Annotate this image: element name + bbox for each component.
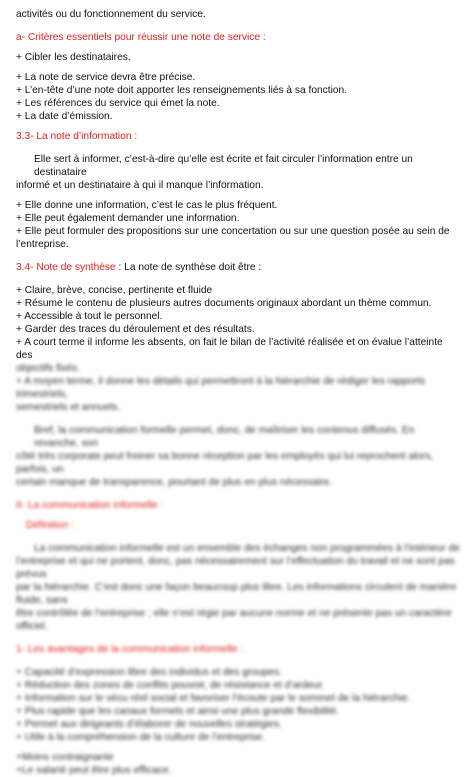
document-page [16, 8, 460, 777]
blurred-paragraph-line: par la hiérarchie. C’est donc une façon beaucoup plus libre. Les informations circulent de manière fluide, sans [16, 582, 457, 606]
synthesis-heading-text: : La note de synthèse doit être : [115, 262, 262, 273]
criteria-item: + Cibler les destinataires. [16, 52, 131, 63]
info-note-body-line: informé et un destinataire à qui il manque l’information. [16, 180, 264, 191]
blurred-section-heading: II- La communication informelle : [16, 500, 164, 511]
blurred-tail-item: +Le salarié peut être plus efficace. [16, 765, 172, 776]
blurred-advantage-item: + Réduction des zones de conflits pouvoir, de résistance et d’ardeur. [16, 680, 325, 691]
synthesis-item: + Garder des traces du déroulement et des résultats. [16, 324, 255, 335]
synthesis-item: + Accessible à tout le personnel. [16, 311, 163, 322]
info-note-item: l’entreprise. [16, 239, 69, 250]
blurred-advantage-item: + Information sur le vécu réel social et favoriser l’écoute par le sommet de la hiérarchie. [16, 693, 411, 704]
blurred-tail-item: +Moins contraignante [16, 752, 114, 763]
info-note-item: + Elle donne une information, c’est le cas le plus fréquent. [16, 200, 278, 211]
synthesis-item: + Résume le contenu de plusieurs autres documents originaux abordant un thème commun. [16, 298, 432, 309]
blurred-preview [16, 362, 460, 777]
blurred-advantages-heading: 1- Les avantages de la communication informelle : [16, 644, 244, 655]
criteria-item: + L’en-tête d’une note doit apporter les renseignements liés à sa fonction. [16, 85, 348, 96]
info-note-item: + Elle peut formuler des propositions sur une concertation ou sur une question posée au sein de [16, 226, 450, 237]
info-note-item: + Elle peut également demander une information. [16, 213, 240, 224]
blurred-definition-label: Définition : [26, 520, 75, 531]
synthesis-item: + Claire, brève, concise, pertinente et fluide [16, 285, 213, 296]
synthesis-item: + A court terme il informe les absents, on fait le bilan de l’activité réalisée et on évalue l’atteinte des [16, 337, 443, 361]
blurred-paragraph-line: Bref, la communication formelle permet, donc, de maîtriser les contenus diffusés. En revanche, son [34, 425, 415, 449]
blurred-advantage-item: + Plus rapide que les canaux formels et ainsi une plus grande flexibilité. [16, 706, 340, 717]
blurred-advantage-item: + Capacité d’expression libre des individus et des groupes. [16, 667, 282, 678]
info-note-body-line: Elle sert à informer, c’est-à-dire qu’elle est écrite et fait circuler l’information entre un destinataire [34, 154, 413, 178]
intro-tail: activités ou du fonctionnement du service. [16, 9, 206, 20]
info-note-heading: 3.3- La note d’information : [16, 131, 138, 142]
criteria-heading: a- Critères essentiels pour réussir une note de service : [16, 32, 266, 43]
synthesis-heading [16, 261, 460, 274]
criteria-item: + Les références du service qui émet la note. [16, 98, 220, 109]
blurred-advantage-item: + Permet aux dirigeants d’élaborer de nouvelles stratégies. [16, 719, 282, 730]
blurred-line: semestriels et annuels. [16, 402, 121, 413]
criteria-item: + La note de service devra être précise. [16, 72, 196, 83]
blurred-paragraph-line: être contrôlée de l’entreprise ; elle n’est régie par aucune norme et ne présente pas un caractère officiel. [16, 608, 452, 632]
blurred-paragraph-line: certain manque de transparence, pourtant de plus en plus nécessaire. [16, 477, 333, 488]
blurred-advantage-item: + Utile à la compréhension de la culture de l’entreprise. [16, 732, 265, 743]
synthesis-heading-label: 3.4- Note de synthèse [16, 262, 116, 273]
criteria-item: + La date d’émission. [16, 111, 113, 122]
blurred-line: + A moyen terme, il donne les détails qui permettront à la hiérarchie de rédiger les rapports trimestriels, [16, 376, 426, 400]
blurred-paragraph-line: côté très corporate peut freiner sa bonne réception par les employés qui lui reprochent alors, parfois, un [16, 451, 434, 475]
synthesis-item: objectifs fixés. [16, 363, 80, 374]
blurred-paragraph-line: La communication informelle est un ensemble des échanges non programmées à l’intérieur de [34, 543, 460, 554]
blurred-paragraph-line: l’entreprise et qui ne portent, donc, pas nécessairement sur l’effectuation du travail et ne sont pas prévus [16, 556, 455, 580]
